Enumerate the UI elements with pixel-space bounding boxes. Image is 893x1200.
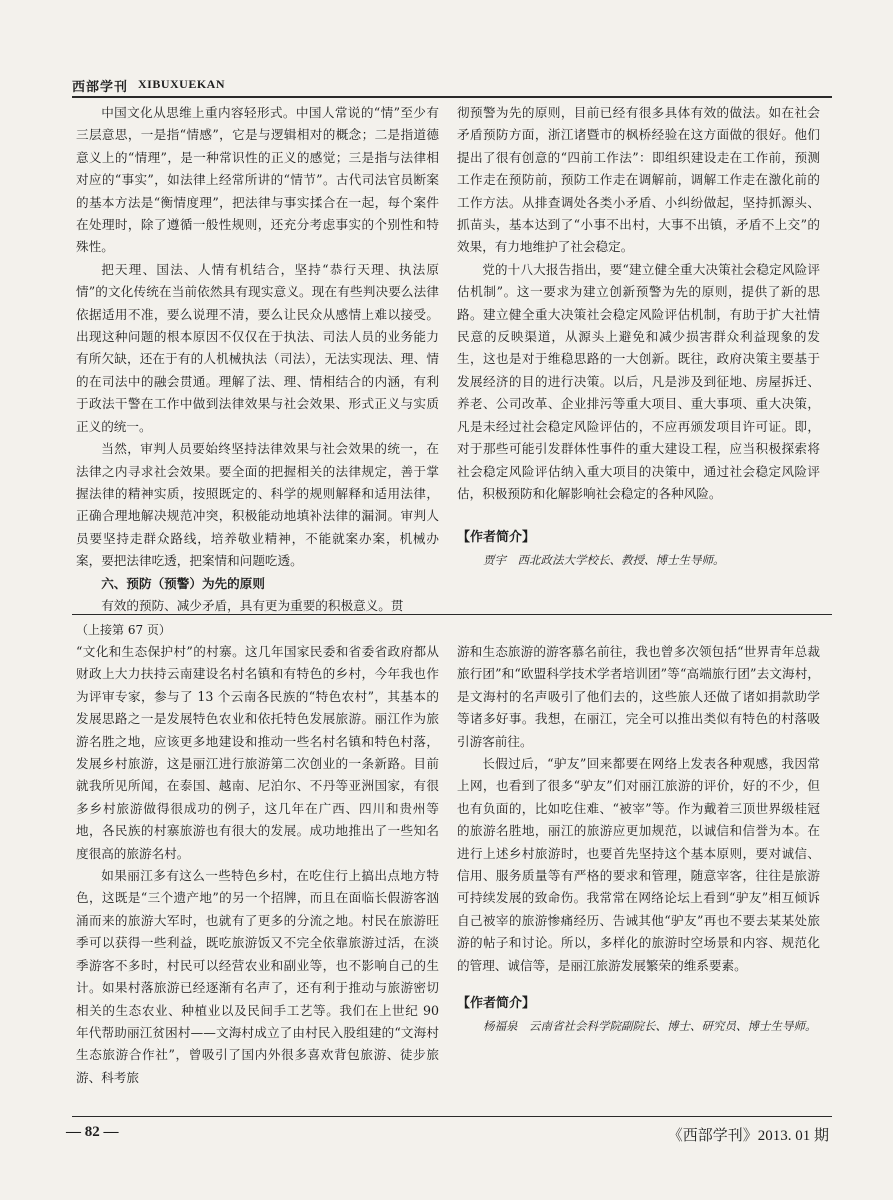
bottom-left-column [76,619,439,1089]
author-bio-text-2: 杨福泉 云南省社会科学院副院长、博士、研究员、博士生导师。 [483,1019,817,1034]
author-bio-heading: 【作者简介】 [457,530,536,546]
bottom-left-paragraph-1: “文化和生态保护村”的村寨。这几年国家民委和省委省政府都从财政上大力扶持云南建设名村名镇和有特色的乡村，今年我也作为评审专家，参与了 13 个云南各民族的“特色农村”，其基本的发展思路之一是发展特色农业和依托特色发展旅游。丽江作为旅游名胜之地，应该更多地建设和推动一些名村名镇和特色村落，发展乡村旅游，这是丽江进行旅游第二次创业的一条新路。目前就我所见所闻，在泰国、越南、尼泊尔、不丹等亚洲国家，有很多乡村旅游做得很成功的例子，这几年在广西、四川和贵州等地，各民族的村寨旅游也有很大的发展。成功地推出了一些知名度很高的旅游名村。 [76,644,439,861]
issue-label: 《西部学刊》2013. 01 期 [667,1128,829,1144]
footer-rule [72,1116,832,1117]
article-divider [72,614,832,615]
top-right-paragraph-2: 党的十八大报告指出，要“建立健全重大决策社会稳定风险评估机制”。这一要求为建立创新预警为先的原则，提供了新的思路。建立健全重大决策社会稳定风险评估机制，有助于扩大社情民意的反映渠道，从源头上避免和减少损害群众利益现象的发生，这也是对于维稳思路的一大创新。既往，政府决策主要基于发展经济的目的进行决策。以后，凡是涉及到征地、房屋拆迁、养老、公司改革、企业排污等重大项目、重大事项、重大决策，凡是未经过社会稳定风险评估的，不应再颁发项目许可证。即，对于那些可能引发群体性事件的重大建设工程，应当积极探索将社会稳定风险评估纳入重大项目的决策中，通过社会稳定风险评估，积极预防和化解影响社会稳定的各种风险。 [457,261,820,501]
top-left-column [76,102,439,617]
bottom-right-paragraph-2: 长假过后，“驴友”回来都要在网络上发表各种观感，我因常上网，也看到了很多“驴友”们对丽江旅游的评价，好的不少，但也有负面的，比如吃住难、“被宰”等。作为戴着三顶世界级桂冠的旅游名胜地，丽江的旅游应更加规范，以诚信和信誉为本。在进行上述乡村旅游时，也要首先坚持这个基本原则，要对诚信、信用、服务质量等有严格的要求和管理，随意宰客，往往是旅游可持续发展的致命伤。我常常在网络论坛上看到“驴友”相互倾诉自己被宰的旅游惨痛经历、告诫其他“驴友”再也不要去某某处旅游的帖子和讨论。所以，多样化的旅游时空场景和内容、规范化的管理、诚信等，是丽江旅游发展繁荣的维系要素。 [457,756,820,973]
continued-note: （上接第 67 页） [76,623,171,637]
top-left-paragraph-3: 当然，审判人员要始终坚持法律效果与社会效果的统一，在法律之内寻求社会效果。要全面的把握相关的法律规定，善于掌握法律的精神实质，按照既定的、科学的规则解释和适用法律，正确合理地解决规范冲突，积极能动地填补法律的漏洞。审判人员要坚持走群众路线，培养敬业精神，不能就案办案，机械办案，要把法律吃透，把案情和问题吃透。 [76,441,439,569]
journal-pinyin: XIBUXUEKAN [138,77,226,91]
top-left-paragraph-2: 把天理、国法、人情有机结合，坚持“恭行天理、执法原情”的文化传统在当前依然具有现实意义。现在有些判决要么法律依据适用不准，要么说理不清，要么让民众从感情上难以接受。出现这种问题的根本原因不仅仅在于执法、司法人员的业务能力有所欠缺，还在于有的人机械执法（司法），无法实现法、理、情的在司法中的融会贯通。理解了法、理、情相结合的内涵，有利于政法干警在工作中做到法律效果与社会效果、形式正义与实质正义的统一。 [76,261,439,434]
author-bio-heading-2: 【作者简介】 [457,996,536,1012]
bottom-right-paragraph-1: 游和生态旅游的游客慕名前往，我也曾多次领包括“世界青年总裁旅行团”和“欧盟科学技术学者培训团”等“高端旅行团”去文海村，是文海村的名声吸引了他们去的，这些旅人还做了诸如捐款助学等诸多好事。我想，在丽江，完全可以推出类似有特色的村落吸引游客前往。 [457,644,820,749]
running-header [72,76,832,94]
bottom-right-column [457,641,820,1037]
author-bio-text: 贾宇 西北政法大学校长、教授、博士生导师。 [483,553,725,568]
journal-name: 西部学刊 [72,80,129,95]
bottom-left-paragraph-2: 如果丽江多有这么一些特色乡村，在吃住行上搞出点地方特色，这既是“三个遗产地”的另一个招牌，而且在面临长假游客汹涌而来的旅游大军时，也就有了更多的分流之地。村民在旅游旺季可以获得一些利益，既吃旅游饭又不完全依靠旅游过活，在淡季游客不多时，村民可以经营农业和副业等，也不影响自己的生计。如果村落旅游已经逐渐有名声了，还有利于推动与旅游密切相关的生态农业、种植业以及民间手工艺等。我们在上世纪 90 年代帮助丽江贫困村——文海村成立了由村民入股组建的“文海村生态旅游合作社”，曾吸引了国内外很多喜欢背包旅游、徒步旅游、科考旅 [76,868,439,1085]
top-right-paragraph-1: 彻预警为先的原则，目前已经有很多具体有效的做法。如在社会矛盾预防方面，浙江诸暨市的枫桥经验在这方面做的很好。他们提出了很有创意的“四前工作法”：即组织建设走在工作前，预测工作走在预防前，预防工作走在调解前，调解工作走在激化前的工作方法。从排查调处各类小矛盾、小纠纷做起，坚持抓源头、抓苗头，基本达到了“小事不出村，大事不出镇，矛盾不上交”的效果，有力地维护了社会稳定。 [457,105,820,255]
section-heading: 六、预防（预警）为先的原则 [101,575,265,591]
page-number [66,1124,119,1141]
page-number-text: — 82 — [66,1124,119,1140]
top-left-paragraph-4: 有效的预防、减少矛盾，具有更为重要的积极意义。贯 [101,597,404,613]
top-left-paragraph-1: 中国文化从思维上重内容轻形式。中国人常说的“情”至少有三层意思，一是指“情感”，它是与逻辑相对的概念；二是指道德意义上的“情理”，是一种常识性的正义的感觉；三是指与法律相对应的“事实”，如法律上经常所讲的“情节”。古代司法官员断案的基本方法是“衡情度理”，把法律与事实揉合在一起，每个案件在处理时，除了遵循一般性规则，还充分考虑事实的个别性和特殊性。 [76,105,439,255]
header-rule [72,96,832,98]
top-right-column [457,102,820,571]
